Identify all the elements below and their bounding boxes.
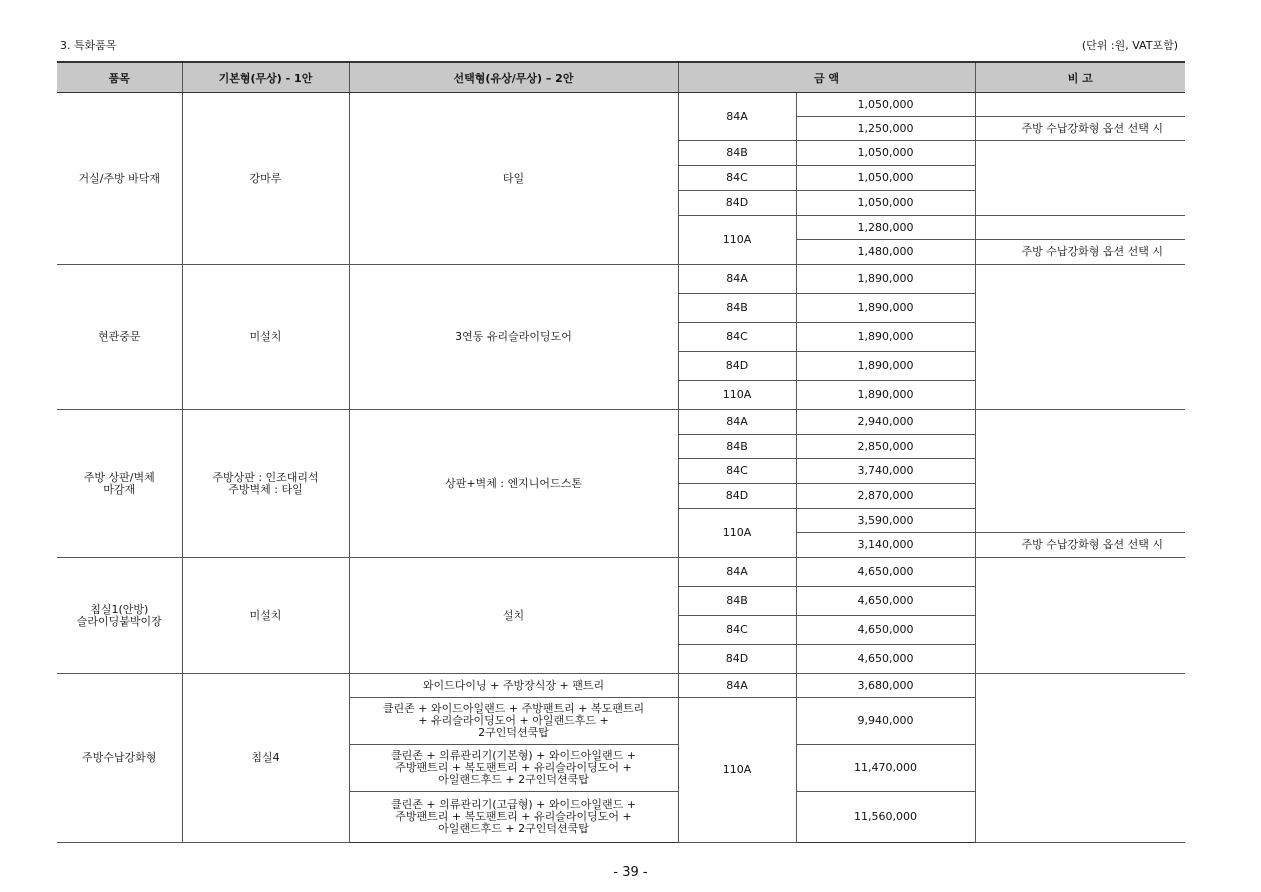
remark: 주방 수납강화형 옵션 선택 시 bbox=[975, 533, 1185, 558]
option-spec: 설치 bbox=[349, 558, 678, 674]
unit-type: 84C bbox=[678, 166, 796, 191]
price: 3,680,000 bbox=[796, 674, 975, 698]
price: 1,890,000 bbox=[796, 323, 975, 352]
header-item: 품목 bbox=[57, 62, 182, 93]
price: 1,890,000 bbox=[796, 265, 975, 294]
price: 1,050,000 bbox=[796, 191, 975, 216]
option-spec: 타일 bbox=[349, 93, 678, 265]
option-line: 아일랜드후드 + 2구인덕션쿡탑 bbox=[438, 773, 589, 786]
remark bbox=[975, 674, 1185, 843]
option-line: 아일랜드후드 + 2구인덕션쿡탑 bbox=[438, 822, 589, 835]
price: 2,870,000 bbox=[796, 484, 975, 509]
unit-type: 84B bbox=[678, 141, 796, 166]
price: 1,050,000 bbox=[796, 166, 975, 191]
price: 1,050,000 bbox=[796, 93, 975, 117]
price: 11,560,000 bbox=[796, 792, 975, 843]
item-name: 거실/주방 바닥재 bbox=[57, 93, 182, 265]
item-name bbox=[57, 558, 182, 674]
section-title: 3. 특화품목 bbox=[60, 39, 117, 52]
unit-type: 84C bbox=[678, 323, 796, 352]
option-line: 클린존 + 의류관리기(기본형) + 와이드아일랜드 + bbox=[391, 749, 636, 762]
option-line: 클린존 + 와이드아일랜드 + 주방팬트리 + 복도팬트리 bbox=[382, 702, 645, 715]
unit-type: 110A bbox=[678, 698, 796, 843]
unit-note: (단위 :원, VAT포함) bbox=[1081, 39, 1178, 52]
basic-spec: 강마루 bbox=[182, 93, 349, 265]
price: 1,250,000 bbox=[796, 117, 975, 141]
table-row bbox=[57, 410, 1185, 435]
header-note: 비 고 bbox=[975, 62, 1185, 93]
remark: 주방 수납강화형 옵션 선택 시 bbox=[975, 117, 1185, 141]
remark bbox=[975, 216, 1185, 240]
unit-type: 84A bbox=[678, 93, 796, 141]
header-row bbox=[57, 62, 1185, 93]
table-row bbox=[57, 93, 1185, 117]
price: 4,650,000 bbox=[796, 587, 975, 616]
price: 1,890,000 bbox=[796, 352, 975, 381]
unit-type: 84D bbox=[678, 191, 796, 216]
option-line: + 유리슬라이딩도어 + 아일랜드후드 + bbox=[418, 714, 609, 727]
unit-type: 84B bbox=[678, 294, 796, 323]
header-basic: 기본형(무상) - 1안 bbox=[182, 62, 349, 93]
table-row bbox=[57, 674, 1185, 698]
remark bbox=[975, 93, 1185, 117]
option-spec: 와이드다이닝 + 주방장식장 + 팬트리 bbox=[349, 674, 678, 698]
price: 1,890,000 bbox=[796, 294, 975, 323]
item-name-line: 마감재 bbox=[103, 482, 136, 496]
item-name-line: 슬라이딩붙박이장 bbox=[76, 614, 162, 628]
price: 2,850,000 bbox=[796, 435, 975, 459]
option-spec bbox=[349, 745, 678, 792]
option-line: 주방팬트리 + 복도팬트리 + 유리슬라이딩도어 + bbox=[395, 810, 632, 823]
unit-type: 84D bbox=[678, 484, 796, 509]
table-row bbox=[57, 558, 1185, 587]
unit-type: 110A bbox=[678, 509, 796, 558]
price: 4,650,000 bbox=[796, 616, 975, 645]
remark bbox=[975, 558, 1185, 674]
option-spec: 상판+벽체 : 엔지니어드스톤 bbox=[349, 410, 678, 558]
page-number: - 39 - bbox=[613, 865, 648, 880]
remark bbox=[975, 410, 1185, 533]
header-option: 선택형(유상/무상) – 2안 bbox=[349, 62, 678, 93]
basic-spec: 미설치 bbox=[182, 265, 349, 410]
remark bbox=[975, 141, 1185, 216]
header-price: 금 액 bbox=[678, 62, 975, 93]
price: 1,480,000 bbox=[796, 240, 975, 265]
unit-type: 84A bbox=[678, 558, 796, 587]
basic-spec-line: 주방상판 : 인조대리석 bbox=[212, 470, 319, 484]
option-line: 주방팬트리 + 복도팬트리 + 유리슬라이딩도어 + bbox=[395, 761, 632, 774]
table-row bbox=[57, 265, 1185, 294]
basic-spec: 미설치 bbox=[182, 558, 349, 674]
unit-type: 84D bbox=[678, 352, 796, 381]
unit-type: 84C bbox=[678, 459, 796, 484]
option-spec: 3연동 유리슬라이딩도어 bbox=[349, 265, 678, 410]
unit-type: 84D bbox=[678, 645, 796, 674]
unit-type: 84B bbox=[678, 435, 796, 459]
unit-type: 110A bbox=[678, 216, 796, 265]
price: 2,940,000 bbox=[796, 410, 975, 435]
item-name bbox=[57, 410, 182, 558]
price: 1,050,000 bbox=[796, 141, 975, 166]
unit-type: 84A bbox=[678, 265, 796, 294]
unit-type: 84C bbox=[678, 616, 796, 645]
remark: 주방 수납강화형 옵션 선택 시 bbox=[975, 240, 1185, 265]
price: 1,890,000 bbox=[796, 381, 975, 410]
price: 4,650,000 bbox=[796, 558, 975, 587]
item-name-line: 침실1(안방) bbox=[90, 602, 149, 616]
unit-type: 84B bbox=[678, 587, 796, 616]
item-name-line: 주방 상판/벽체 bbox=[83, 470, 155, 484]
item-name: 주방수납강화형 bbox=[57, 674, 182, 843]
option-price-table bbox=[57, 61, 1185, 843]
price: 1,280,000 bbox=[796, 216, 975, 240]
unit-type: 84A bbox=[678, 674, 796, 698]
basic-spec: 침실4 bbox=[182, 674, 349, 843]
remark bbox=[975, 265, 1185, 410]
basic-spec bbox=[182, 410, 349, 558]
price: 3,740,000 bbox=[796, 459, 975, 484]
option-line: 2구인덕션쿡탑 bbox=[478, 726, 549, 739]
unit-type: 110A bbox=[678, 381, 796, 410]
basic-spec-line: 주방벽체 : 타일 bbox=[228, 482, 303, 496]
unit-type: 84A bbox=[678, 410, 796, 435]
price: 11,470,000 bbox=[796, 745, 975, 792]
price: 3,140,000 bbox=[796, 533, 975, 558]
option-line: 클린존 + 의류관리기(고급형) + 와이드아일랜드 + bbox=[391, 798, 636, 811]
option-spec bbox=[349, 698, 678, 745]
item-name: 현관중문 bbox=[57, 265, 182, 410]
price: 4,650,000 bbox=[796, 645, 975, 674]
option-spec bbox=[349, 792, 678, 843]
price: 9,940,000 bbox=[796, 698, 975, 745]
price: 3,590,000 bbox=[796, 509, 975, 533]
